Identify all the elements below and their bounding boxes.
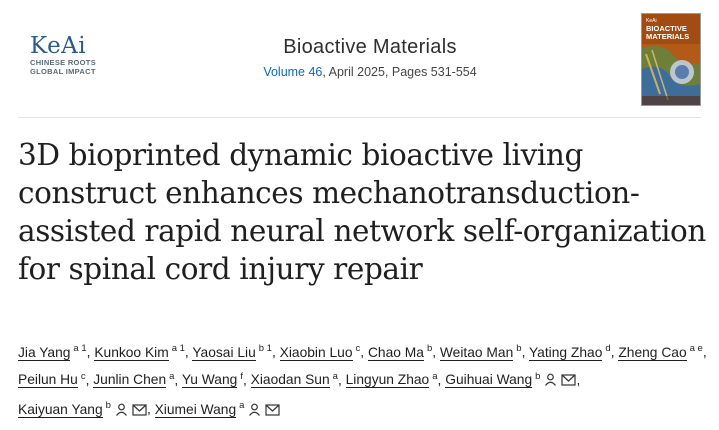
author-item xyxy=(192,345,272,360)
article-header xyxy=(0,0,719,118)
publisher-logo[interactable] xyxy=(30,34,140,76)
email-icon[interactable] xyxy=(265,400,280,424)
author-item xyxy=(251,372,338,387)
author-name[interactable]: Junlin Chen xyxy=(93,372,167,388)
issue-info xyxy=(180,65,560,79)
author-affiliation[interactable]: a xyxy=(169,370,175,382)
author-affiliation[interactable]: b 1 xyxy=(258,343,272,354)
article-title: 3D bioprinted dynamic bioactive living construct enhances mechanotransduction-assisted rapid neural network self-organization for spinal cord injury repair xyxy=(18,138,706,286)
author-affiliation[interactable]: b xyxy=(426,343,433,354)
author-item xyxy=(529,345,611,360)
person-icon[interactable] xyxy=(248,400,261,424)
author-name[interactable]: Yaosai Liu xyxy=(192,344,256,360)
author-item xyxy=(93,372,174,387)
author-item xyxy=(440,345,522,360)
author-affiliation[interactable]: d xyxy=(605,343,611,354)
journal-info xyxy=(180,36,560,79)
author-name[interactable]: Guihuai Wang xyxy=(445,372,533,388)
author-affiliation[interactable]: b xyxy=(535,370,541,382)
person-icon[interactable] xyxy=(115,400,128,424)
author-affiliation[interactable]: c xyxy=(355,343,361,354)
author-item xyxy=(18,402,147,417)
author-item xyxy=(18,345,87,360)
volume-link[interactable]: Volume 46 xyxy=(263,65,323,79)
author-affiliation[interactable]: f xyxy=(240,370,243,382)
author-affiliation[interactable]: a xyxy=(332,370,338,382)
author-item xyxy=(618,345,702,360)
journal-title[interactable]: Bioactive Materials xyxy=(283,36,457,58)
author-name[interactable]: Xiaobin Luo xyxy=(279,344,353,360)
cover-title-1: BIOACTIVE xyxy=(646,24,687,33)
author-name[interactable]: Kunkoo Kim xyxy=(94,344,169,360)
author-affiliation[interactable]: b xyxy=(105,400,111,412)
person-icon[interactable] xyxy=(544,370,557,394)
author-item xyxy=(94,345,185,360)
author-item xyxy=(155,402,281,417)
author-name[interactable]: Zheng Cao xyxy=(618,344,687,360)
publisher-name: KeAi xyxy=(30,33,87,59)
author-name[interactable]: Yating Zhao xyxy=(529,344,603,360)
publisher-tagline-2: GLOBAL IMPACT xyxy=(30,67,96,76)
author-item xyxy=(280,345,361,360)
author-name[interactable]: Chao Ma xyxy=(367,344,424,360)
author-name[interactable]: Jia Yang xyxy=(18,344,71,360)
header-divider xyxy=(18,117,701,118)
author-item xyxy=(346,372,438,387)
email-icon[interactable] xyxy=(561,370,576,394)
author-name[interactable]: Lingyun Zhao xyxy=(345,372,430,388)
author-item xyxy=(18,372,86,387)
publisher-tagline-1: CHINESE ROOTS xyxy=(30,58,96,67)
author-affiliation[interactable]: a 1 xyxy=(171,343,185,354)
author-affiliation[interactable]: a xyxy=(239,400,245,412)
author-affiliation[interactable]: b xyxy=(516,343,522,354)
author-affiliation[interactable]: a 1 xyxy=(73,343,87,354)
cover-title-2: MATERIALS xyxy=(646,32,690,41)
author-item xyxy=(368,345,432,360)
author-name[interactable]: Xiumei Wang xyxy=(154,401,237,417)
cover-artwork xyxy=(642,14,700,105)
author-item xyxy=(445,372,576,387)
author-name[interactable]: Yu Wang xyxy=(181,372,238,388)
issue-details: , April 2025, Pages 531-554 xyxy=(322,65,477,79)
cover-brand: KeAi xyxy=(646,18,657,24)
author-affiliation[interactable]: a xyxy=(432,370,438,382)
author-item xyxy=(182,372,243,387)
email-icon[interactable] xyxy=(132,400,147,424)
author-name[interactable]: Xiaodan Sun xyxy=(250,372,330,388)
author-name[interactable]: Kaiyuan Yang xyxy=(18,401,103,417)
journal-cover-image[interactable] xyxy=(641,13,701,106)
author-name[interactable]: Peilun Hu xyxy=(18,372,78,388)
author-list: Jia Yang $^{a 1}$, Kunkoo Kim $^{a 1}$, Yaosai Liu $^{b 1}$, Xiaobin Luo $^c$, Chao Ma $^b$, Weitao Man $^b$, Yating Zhao $^d$, Zheng Cao $^{a e}$, Peilun Hu $^c$, Junlin Chen $^a$, Yu Wang $^f$, Xiaodan Sun $^a$, Lingyun Zhao $^a$, Guihuai Wang $^b$ , Kaiyuan Yang $^b$ , Xiumei Wang $^a$ xyxy=(18,337,708,424)
author-name[interactable]: Weitao Man xyxy=(439,344,514,360)
author-affiliation[interactable]: c xyxy=(80,370,86,382)
author-affiliation[interactable]: a e xyxy=(689,343,703,354)
